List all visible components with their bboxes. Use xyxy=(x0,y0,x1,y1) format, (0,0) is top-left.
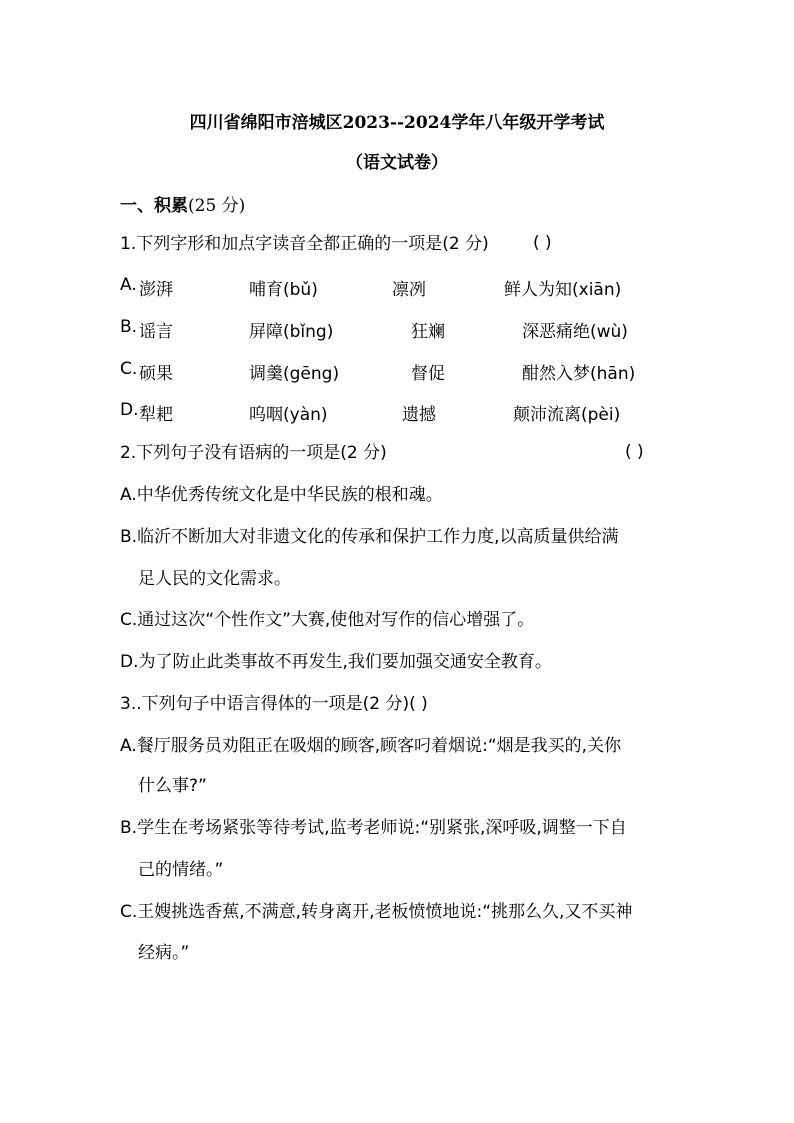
option-item: 狂斓 xyxy=(411,322,445,342)
question-3-option-b: B.学生在考场紧张等待考试,监考老师说:“别紧张,深呼吸,调整一下自 xyxy=(120,818,627,838)
question-3-stem: 3..下列句子中语言得体的一项是(2 分)( ) xyxy=(120,694,428,714)
section-heading-label: 一、积累 xyxy=(120,196,188,216)
option-item: 调羹(gēng) xyxy=(249,364,340,384)
question-3-option-b-continued: 己的情绪。” xyxy=(138,860,224,880)
question-3-option-a: A.餐厅服务员劝阻正在吸烟的顾客,顾客叼着烟说:“烟是我买的,关你 xyxy=(120,736,622,756)
question-1-answer-blank: ( ) xyxy=(533,233,552,253)
option-item: 哺育(bǔ) xyxy=(249,280,318,300)
exam-subtitle: （语文试卷） xyxy=(346,153,448,173)
question-3-option-a-continued: 什么事?” xyxy=(138,776,207,796)
question-2-option-b: B.临沂不断加大对非遗文化的传承和保护工作力度,以高质量供给满 xyxy=(120,527,619,547)
section-heading xyxy=(120,191,245,216)
question-2-option-b-continued: 足人民的文化需求。 xyxy=(138,569,291,589)
option-item: 犁耙 xyxy=(139,405,173,425)
option-label: D. xyxy=(120,400,139,420)
option-label: A. xyxy=(120,275,137,295)
question-2-option-a: A.中华优秀传统文化是中华民族的根和魂。 xyxy=(120,485,443,505)
option-item: 遗撼 xyxy=(402,405,436,425)
option-label: C. xyxy=(120,359,138,379)
option-item: 凛冽 xyxy=(392,280,426,300)
option-item: 屏障(bǐng) xyxy=(249,322,334,342)
option-item: 谣言 xyxy=(139,322,173,342)
question-1-stem: 1.下列字形和加点字读音全都正确的一项是(2 分) xyxy=(120,234,489,254)
option-item: 深恶痛绝(wù) xyxy=(522,322,628,342)
question-2-stem: 2.下列句子没有语病的一项是(2 分) xyxy=(120,443,387,463)
question-3-option-c-continued: 经病。” xyxy=(138,943,190,963)
exam-title: 四川省绵阳市涪城区2023--2024学年八年级开学考试 xyxy=(189,113,605,133)
question-3-option-c: C.王嫂挑选香蕉,不满意,转身离开,老板愤愤地说:“挑那么久,又不买神 xyxy=(120,902,633,922)
option-item: 酣然入梦(hān) xyxy=(522,364,636,384)
section-score: (25 分) xyxy=(188,196,246,216)
question-2-option-c: C.通过这次“个性作文”大赛,使他对写作的信心增强了。 xyxy=(120,610,535,630)
option-item: 颠沛流离(pèi) xyxy=(513,405,621,425)
option-item: 鲜人为知(xiān) xyxy=(504,280,622,300)
option-item: 督促 xyxy=(411,364,445,384)
question-2-option-d: D.为了防止此类事故不再发生,我们要加强交通安全教育。 xyxy=(120,652,552,672)
question-2-answer-blank: ( ) xyxy=(625,442,644,462)
option-item: 硕果 xyxy=(139,364,173,384)
option-label: B. xyxy=(120,317,138,337)
option-item: 澎湃 xyxy=(139,280,173,300)
option-item: 呜咽(yàn) xyxy=(249,405,328,425)
